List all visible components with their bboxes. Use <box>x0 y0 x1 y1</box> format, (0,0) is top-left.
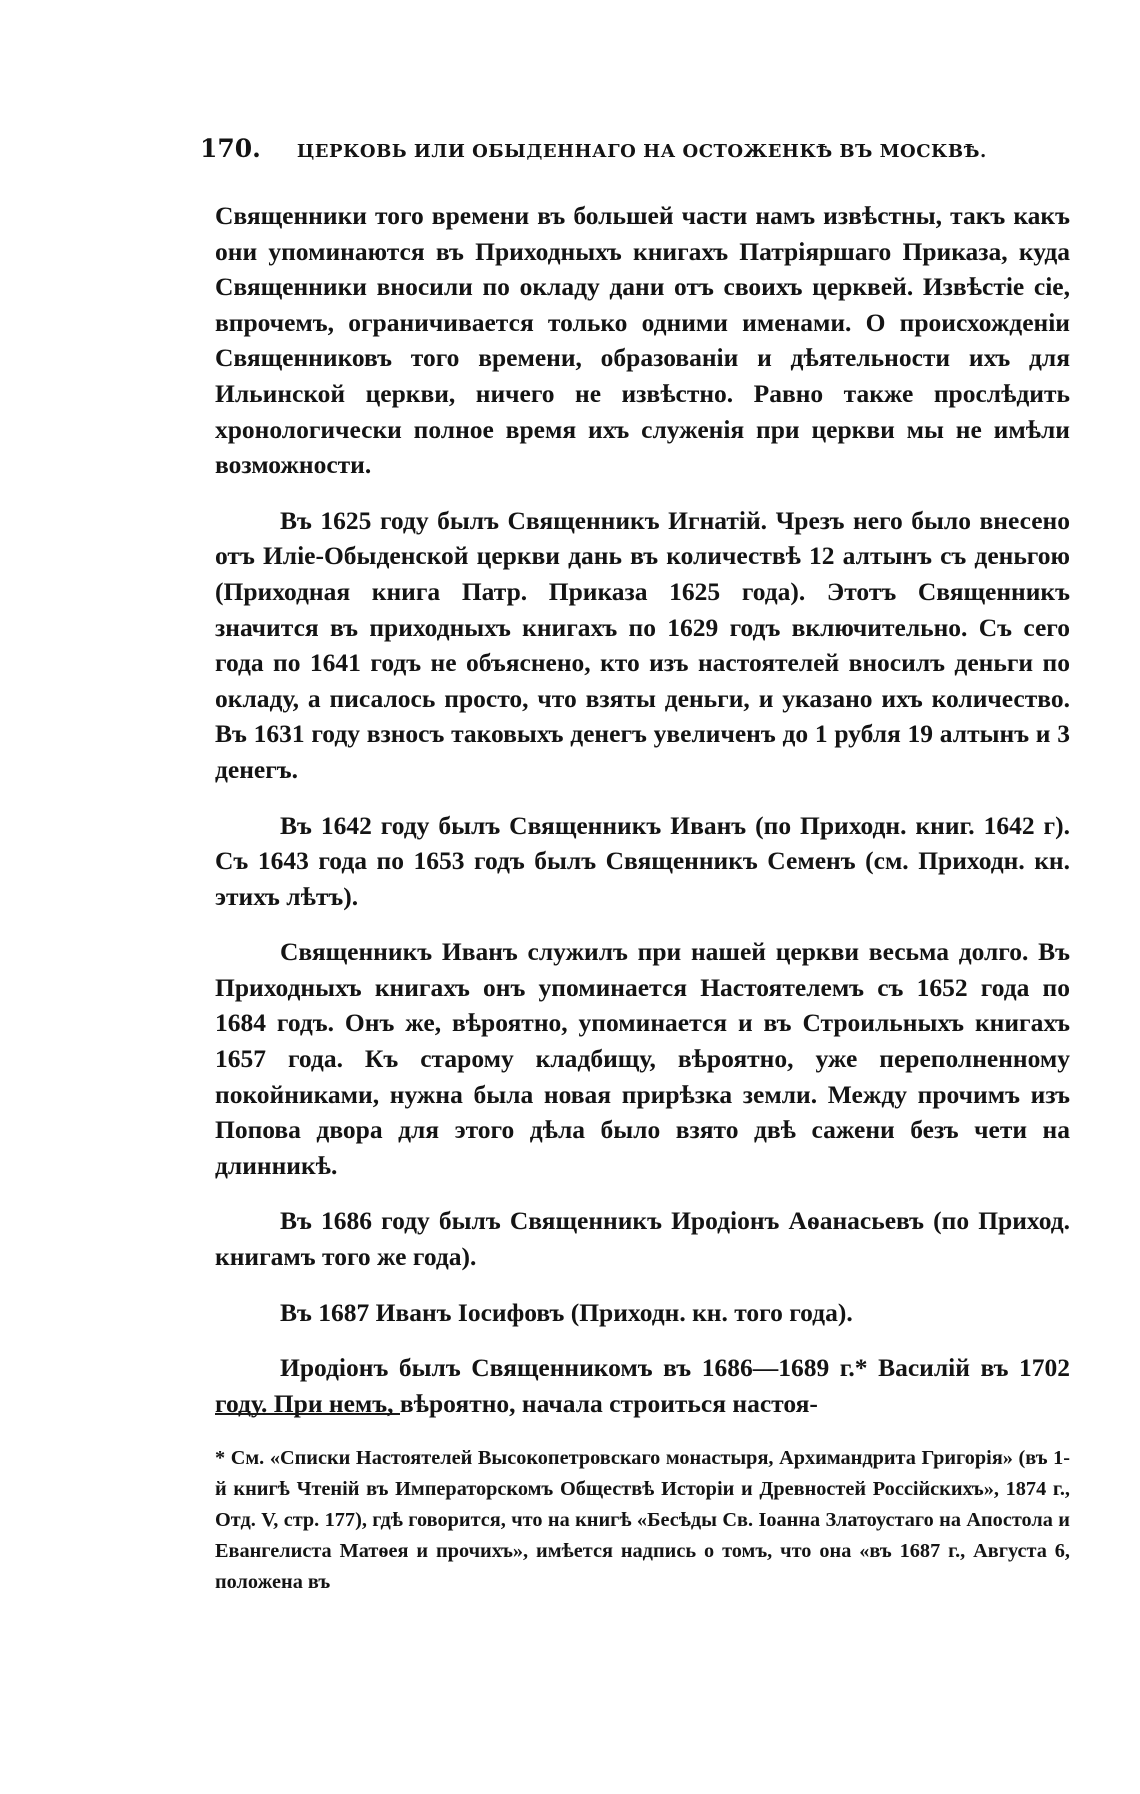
paragraph-clergy-intro: Священники того времени въ большей части намъ извѣстны, такъ какъ они упоминаются въ Приходныхъ книгахъ Патріяршаго Приказа, куда Священники вносили по окладу дани отъ своихъ церквей. Извѣстіе сіе, впрочемъ, ограничивается только одними именами. О происхожденіи Священниковъ того времени, образованіи и дѣятельности ихъ для Ильинской церкви, ничего не извѣстно. Равно также прослѣдить хронологически полное время ихъ служенія при церкви мы не имѣли возможности. <box>215 201 1070 480</box>
paragraph-1642: Въ 1642 году былъ Священникъ Иванъ (по Приходн. книг. 1642 г). Съ 1643 года по 1653 годъ былъ Священникъ Семенъ (см. Приходн. кн. этихъ лѣтъ). <box>215 810 1070 911</box>
paragraph-irodion-vasily: Иродіонъ былъ Священникомъ въ 1686—1689 г.* Василій въ 1702 году. При немъ, вѣроятно, начала строиться настоя- <box>215 1353 1070 1418</box>
running-head: ЦЕРКОВЬ ИЛИ ОБЫДЕННАГО НА ОСТОЖЕНКѢ ВЪ МОСКВѢ. <box>296 141 987 162</box>
body-text <box>215 198 1070 1441</box>
paragraph-priest-ivan: Священникъ Иванъ служилъ при нашей церкви весьма долго. Въ Приходныхъ книгахъ онъ упоминается Настоятелемъ съ 1652 года по 1684 годъ. Онъ же, вѣроятно, упоминается и въ Строильныхъ книгахъ 1657 года. Къ старому кладбищу, вѣроятно, уже переполненному покойниками, нужна была новая прирѣзка земли. Между прочимъ изъ Попова двора для этого дѣла было взято двѣ сажени безъ чети на длинникѣ. <box>215 937 1070 1180</box>
page-header <box>200 134 1070 163</box>
footnote: * См. «Списки Настоятелей Высокопетровскаго монастыря, Архимандрита Григорія» (въ 1-й книгѣ Чтеній въ Императорскомъ Обществѣ Исторіи и Древностей Россійскихъ», 1874 г., Отд. V, стр. 177), гдѣ говорится, что на книгѣ «Бесѣды Св. Іоанна Златоустаго на Апостола и Евангелиста Матѳея и прочихъ», имѣется надпись о томъ, что она «въ 1687 г., Августа 6, положена въ <box>215 1447 1070 1593</box>
paragraph-1686: Въ 1686 году былъ Священникъ Иродіонъ Аѳанасьевъ (по Приход. книгамъ того же года). <box>215 1206 1070 1272</box>
page-number: 170. <box>200 134 261 163</box>
footnote-divider <box>215 1413 400 1415</box>
paragraph-1625: Въ 1625 году былъ Священникъ Игнатій. Чрезъ него было внесено отъ Иліе-Обыденской церкви дань въ количествѣ 12 алтынъ съ деньгою (Приходная книга Патр. Приказа 1625 года). Этотъ Священникъ значится въ приходныхъ книгахъ по 1629 годъ включительно. Съ сего года по 1641 годъ не объяснено, кто изъ настоятелей вносилъ деньги по окладу, а писалось просто, что взяты деньги, и указано ихъ количество. Въ 1631 году взносъ таковыхъ денегъ увеличенъ до 1 рубля 19 алтынъ и 3 денегъ. <box>215 505 1070 784</box>
paragraph-1687: Въ 1687 Иванъ Іосифовъ (Приходн. кн. того года). <box>280 1297 853 1327</box>
